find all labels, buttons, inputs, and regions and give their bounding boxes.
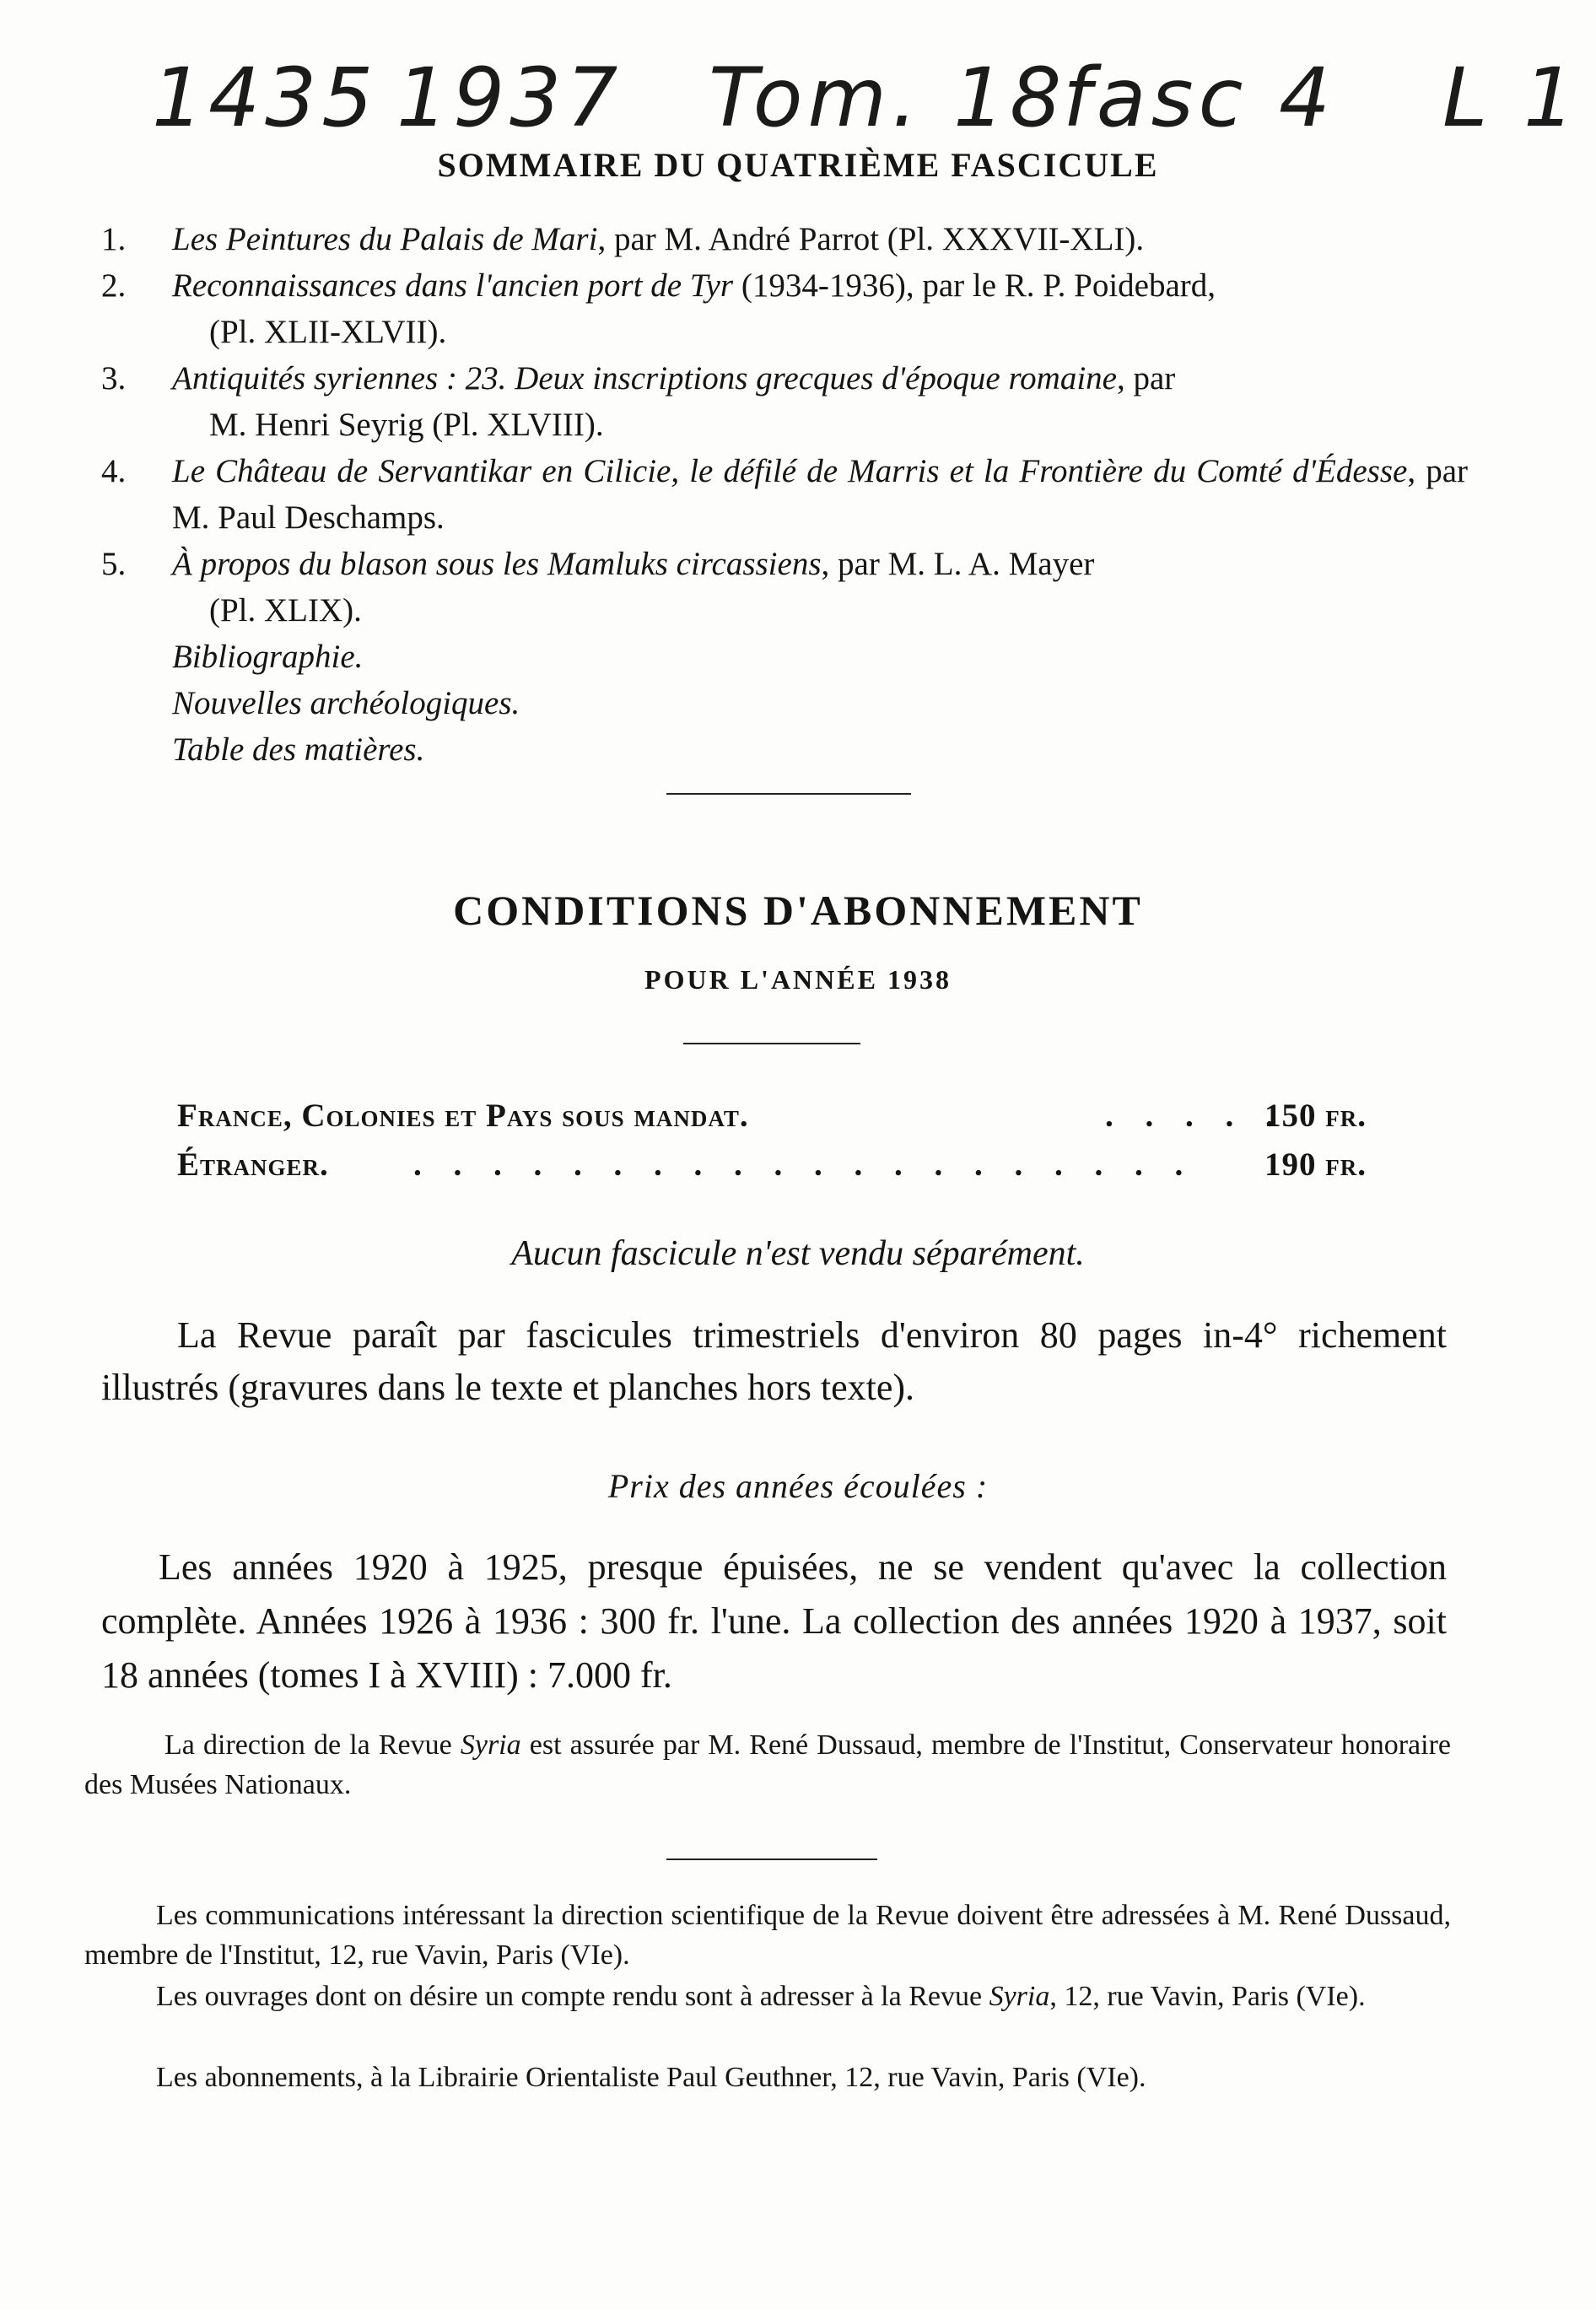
entry-continuation: M. Henri Seyrig (Pl. XLVIII). — [209, 407, 604, 443]
entry-author: , par M. André Parrot (Pl. XXXVII-XLI). — [597, 221, 1145, 257]
revue-paragraph: La Revue paraît par fascicules trimestriels d'environ 80 pages in-4° richement illustrés (gravures dans le texte et planches hors texte). — [101, 1314, 1447, 1408]
prix-heading: Prix des années écoulées : — [607, 1467, 989, 1505]
price-row-etranger — [177, 1146, 1367, 1190]
entry-author: , par — [1117, 360, 1176, 397]
divider — [666, 793, 911, 795]
divider — [683, 1043, 860, 1044]
entry-number: 4. — [101, 453, 127, 489]
price-label: Étranger. — [177, 1146, 329, 1183]
entry-title: Antiquités syriennes : 23. Deux inscriptions grecques d'époque romaine — [172, 360, 1117, 397]
entry-title: À propos du blason sous les Mamluks circassiens — [172, 546, 822, 582]
conditions-title: CONDITIONS D'ABONNEMENT — [453, 887, 1143, 934]
entry-title: Le Château de Servantikar en Cilicie, le défilé de Marris et la Frontière du Comté d'Édesse — [172, 453, 1408, 489]
entry-number: 1. — [101, 221, 127, 257]
ouvrages-paragraph — [84, 1977, 1451, 2016]
entry-text — [172, 355, 1468, 402]
sommaire-list — [101, 216, 1468, 773]
price-dots: . . . . . . . . . . . . . . . . . . . . — [413, 1146, 1195, 1183]
divider — [666, 1859, 877, 1860]
sommaire-entry — [101, 355, 1468, 448]
price-dots: . . . . . — [1105, 1098, 1286, 1134]
prix-paragraph: Les années 1920 à 1925, presque épuisées, ne se vendent qu'avec la collection complète. Années 1926 à 1936 : 300 fr. l'une. La collection des années 1920 à 1937, soit 18 années (tomes I à XVIII) : 7.000 fr. — [101, 1546, 1447, 1696]
entry-author: (1934-1936), par le R. P. Poidebard, — [733, 267, 1216, 304]
sommaire-entry — [101, 448, 1468, 541]
ouvrages-text-before: Les ouvrages dont on désire un compte rendu sont à adresser à la Revue — [156, 1981, 989, 2012]
handwritten-shelf: L 1 — [1442, 51, 1581, 145]
vente-note: Aucun fascicule n'est vendu séparément. — [511, 1234, 1085, 1273]
entry-text — [172, 541, 1468, 587]
direction-text-after: est assurée par M. René Dussaud, membre de l'Institut, Conservateur honoraire des Musées Nationaux. — [84, 1729, 1451, 1800]
sommaire-title: SOMMAIRE DU QUATRIÈME FASCICULE — [437, 146, 1159, 184]
extra-bibliographie: Bibliographie. — [172, 639, 364, 675]
entry-continuation: (Pl. XLII-XLVII). — [209, 314, 447, 350]
sommaire-entry — [101, 216, 1468, 262]
price-value: 190 fr. — [1264, 1146, 1367, 1183]
entry-author: , par M. Paul Deschamps. — [172, 453, 1468, 536]
entry-title: Les Peintures du Palais de Mari — [172, 221, 598, 257]
communications-paragraph: Les communications intéressant la direction scientifique de la Revue doivent être adressées à M. René Dussaud, membre de l'Institut, 12, rue Vavin, Paris (VIe). — [84, 1900, 1451, 1971]
price-value: 150 fr. — [1264, 1098, 1367, 1134]
entry-number: 3. — [101, 360, 127, 397]
entry-number: 5. — [101, 546, 127, 582]
sommaire-entry — [101, 541, 1468, 634]
direction-paragraph — [84, 1725, 1451, 1805]
price-row-france — [177, 1097, 1367, 1141]
handwritten-tome: Tom. 18 — [709, 51, 1067, 145]
entry-title: Reconnaissances dans l'ancien port de Tyr — [172, 267, 734, 304]
abonnements-paragraph: Les abonnements, à la Librairie Orientaliste Paul Geuthner, 12, rue Vavin, Paris (VIe). — [156, 2062, 1146, 2093]
conditions-subtitle: POUR L'ANNÉE 1938 — [644, 964, 952, 995]
entry-author: , par M. L. A. Mayer — [821, 546, 1095, 582]
entry-text — [172, 448, 1468, 541]
sommaire-entry — [101, 262, 1468, 355]
handwritten-fascicule: fasc 4 — [1063, 51, 1336, 145]
ouvrages-text-after: , 12, rue Vavin, Paris (VIe). — [1049, 1981, 1366, 2012]
entry-continuation: (Pl. XLIX). — [209, 592, 362, 629]
extra-table: Table des matières. — [172, 731, 425, 768]
direction-text-before: La direction de la Revue — [164, 1729, 461, 1761]
entry-text — [172, 216, 1468, 262]
entry-text — [172, 262, 1468, 309]
extra-nouvelles: Nouvelles archéologiques. — [172, 685, 520, 721]
handwritten-year: 1937 — [396, 51, 623, 145]
journal-name: Syria — [989, 1981, 1050, 2012]
entry-number: 2. — [101, 267, 127, 304]
handwritten-number: 1435 — [152, 51, 379, 145]
journal-name: Syria — [460, 1729, 521, 1761]
price-label: France, Colonies et Pays sous mandat. — [177, 1098, 749, 1134]
